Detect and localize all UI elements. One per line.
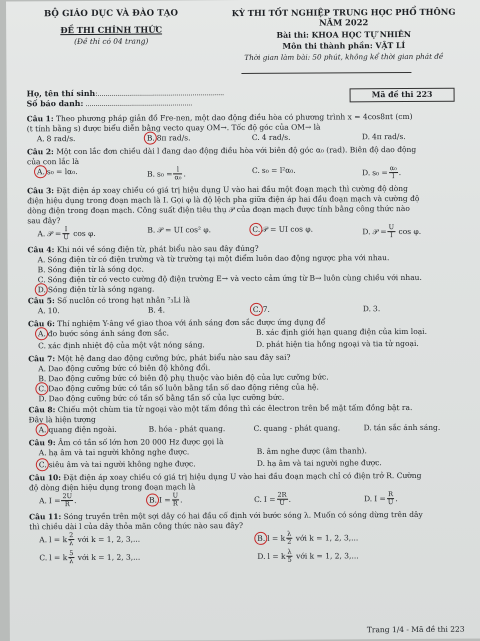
answer-text-suffix: . [74, 495, 77, 505]
answer-letter: C. [252, 165, 260, 175]
answer-letter: D. [256, 339, 265, 349]
answer-text-suffix: cos φ. [396, 226, 422, 236]
answer-letter: C. [39, 552, 48, 562]
answer-text: 4. [157, 305, 165, 315]
fraction-denominator: R [172, 499, 178, 508]
option-cell [252, 133, 291, 143]
answer-letter: B. [148, 424, 157, 434]
answer-option [38, 306, 60, 315]
answer-letter: D. [364, 493, 373, 503]
answer-letter: D. [362, 167, 371, 177]
option-row [27, 224, 467, 245]
answer-letter: C. [253, 423, 262, 433]
option-cell [256, 327, 427, 338]
selected-answer-letter: C. [38, 460, 47, 470]
answer-option [256, 339, 419, 349]
fraction-denominator: α₀ [174, 173, 182, 182]
answer-option [38, 328, 169, 338]
answer-option [38, 383, 319, 394]
answer-option [362, 164, 402, 181]
candidate-info: Họ, tên thí sinh:................................................................ Số báo danh: ...................................................... [26, 88, 224, 109]
answer-text-suffix: . [398, 167, 402, 177]
question-4 [27, 243, 467, 296]
option-cell [147, 166, 186, 181]
fraction-denominator: 5 [287, 555, 292, 564]
question-text: Thí nghiệm Y-âng về giao thoa với ánh sáng đơn sắc được ứng dụng để [57, 317, 326, 329]
answer-text: Dao động cưỡng bức có tần số bằng tần số của lực cưỡng bức. [48, 392, 285, 404]
candidate-number-label: Số báo danh: [26, 98, 84, 109]
answer-text: l = k [267, 533, 286, 543]
fraction [286, 549, 292, 564]
question-number: Câu 3: [27, 186, 55, 196]
fraction [61, 493, 73, 508]
option-cell [362, 165, 401, 180]
fraction-numerator: R [388, 490, 394, 499]
answer-text: 𝒫 = [47, 228, 62, 238]
answer-option [37, 167, 78, 176]
answer-text: âm nghe được (âm thanh). [266, 446, 367, 456]
answer-letter: C. [37, 275, 46, 285]
fraction-numerator: U [388, 223, 395, 232]
answer-letter: D. [38, 394, 47, 404]
answer-text: Sóng điện từ là sóng dọc. [47, 264, 144, 275]
question-number: Câu 8: [28, 405, 56, 415]
official-label: ĐỀ THI CHÍNH THỨC [60, 24, 163, 36]
question-text: sau đây? [27, 216, 61, 226]
answer-option [254, 490, 291, 507]
answer-letter: A. [37, 228, 46, 238]
answer-text: I = [263, 494, 276, 504]
answer-text: s₀ = lα₀. [46, 167, 78, 177]
option-cell [364, 491, 398, 506]
option-cell [37, 167, 78, 177]
answer-option [39, 447, 190, 457]
answer-option [363, 304, 380, 313]
answer-text: 7. [262, 304, 270, 314]
question-number: Câu 10: [28, 473, 62, 483]
answer-text: s₀ = [156, 168, 173, 179]
question-8 [28, 403, 468, 438]
header-divider [241, 72, 411, 74]
fraction-denominator: λ [69, 557, 74, 566]
answer-text: xác định giới hạn quang điện của kim loại. [265, 326, 427, 337]
exam-code-box: Mã đề thi 223 [350, 88, 455, 103]
option-cell [257, 530, 358, 546]
answer-text-suffix: với k = 1, 2, 3,... [75, 534, 141, 544]
fraction-numerator: 2R [277, 490, 287, 499]
answer-option [38, 372, 328, 383]
option-cell [362, 224, 421, 239]
answer-letter: B. [256, 327, 264, 337]
option-cell [38, 328, 169, 339]
option-cell [257, 446, 367, 457]
exam-subject: Môn thi thành phần: VẬT LÍ [282, 41, 406, 51]
question-2 [27, 145, 467, 186]
option-cell [148, 305, 165, 315]
question-5 [28, 294, 468, 319]
answer-text: Sóng điện từ có điện trường và từ trường tại một điểm luôn dao động ngược pha với nhau. [47, 253, 390, 265]
fraction-denominator: U [387, 498, 394, 507]
question-11 [29, 510, 469, 569]
fraction-denominator: 2 [287, 537, 292, 546]
answer-letter: A. [39, 534, 48, 544]
option-cell [37, 134, 76, 144]
fraction [387, 490, 398, 507]
selected-answer-letter: A. [38, 329, 46, 339]
option-cell [38, 306, 60, 316]
fraction-numerator: l [173, 166, 182, 174]
answer-option [38, 393, 284, 404]
question-text: Khi nói về sóng điện từ, phát biểu nào sau đây đúng? [56, 243, 259, 255]
answer-text: I = [374, 493, 386, 503]
answer-text: siêu âm và tai người không nghe được. [48, 459, 196, 470]
question-3 [27, 184, 467, 245]
answer-text: l = k [49, 534, 68, 544]
answer-option [38, 285, 155, 295]
option-cell [257, 548, 358, 564]
option-cell [149, 424, 226, 434]
answer-text: 4π rad/s. [371, 132, 406, 142]
answer-option [147, 133, 191, 142]
selected-answer-letter: D. [37, 285, 46, 295]
option-cell [39, 425, 117, 435]
option-cell [39, 493, 77, 508]
question-9 [29, 436, 469, 473]
question-text: Chiếu một chùm tia tử ngoại vào một tấm đồng thì các êlectron trên bề mặt tấm đồng bật ra. [57, 402, 413, 415]
answer-letter: B. [256, 446, 265, 456]
answer-option [253, 305, 270, 314]
answer-option [38, 273, 422, 284]
answer-letter: D. [362, 226, 371, 236]
page-count: (Đề thi có 04 trang) [74, 36, 149, 47]
question-text: thì chiều dài l của dây thỏa mãn công thức nào sau đây? [29, 521, 244, 532]
answer-letter: C. [254, 494, 262, 504]
answer-letter: A. [37, 306, 46, 316]
answer-option [252, 166, 296, 175]
question-list [27, 112, 470, 570]
fraction-numerator: 2 [69, 531, 74, 540]
answer-text-suffix: . [288, 494, 291, 504]
answer-text: 8 rad/s. [46, 134, 76, 144]
answer-letter: A. [38, 364, 47, 374]
answer-option [38, 340, 205, 350]
answer-text: phát hiện tia hồng ngoại và tia tử ngoại. [266, 338, 419, 349]
fraction [388, 224, 396, 239]
answer-option [38, 363, 210, 373]
answer-text: 𝒫 = UI cos φ. [262, 224, 314, 234]
answer-option [364, 490, 398, 507]
question-number: Câu 4: [27, 245, 55, 255]
question-text: Theo phương pháp giản đồ Fre-nen, một dao động điều hòa có phương trình x = 4cos8πt (cm) [55, 111, 413, 124]
question-1 [27, 112, 467, 147]
answer-text: 𝒫 = UI cos² φ. [157, 225, 212, 235]
fraction-denominator: λ [69, 539, 74, 548]
fraction-denominator: U [279, 498, 285, 507]
fraction-numerator: λ [287, 529, 292, 538]
answer-text-suffix: với k = 1, 2, 3,... [293, 532, 359, 543]
header-left [26, 8, 196, 46]
option-cell [252, 225, 313, 235]
question-text: của con lắc là [26, 157, 80, 167]
question-text: Số nuclôn có trong hạt nhân ⁷₃Li là [57, 295, 191, 306]
option-cell [253, 305, 270, 315]
answer-option [149, 424, 226, 433]
answer-text: Sóng điện từ có vecto cường độ điện trường E→ và vecto cảm ứng từ B→ luôn cùng chiều với nhau. [47, 272, 422, 285]
option-row [29, 491, 469, 512]
fraction [286, 531, 292, 546]
option-cell [257, 458, 382, 469]
question-text: dòng điện trong đoạn mạch. Công suất điện tiêu thụ 𝒫 của đoạn mạch được tính bằng công thức nào [27, 203, 410, 216]
answer-text: hạ âm và tai người không nghe được. [48, 447, 190, 458]
fraction-numerator: 2U [62, 492, 73, 501]
answer-letter: A. [36, 134, 45, 144]
answer-text: 4 rad/s. [261, 132, 291, 142]
fraction-numerator: U [172, 491, 179, 500]
page-footer: Trang 1/4 - Mã đề thi 223 [366, 624, 465, 635]
answer-option [37, 225, 96, 242]
answer-text: Dao động cưỡng bức có tần số luôn bằng tần số dao động riêng của hệ. [48, 382, 319, 394]
question-text: Một hệ đang dao động cưỡng bức, phát biểu nào sau đây sai? [57, 352, 291, 364]
answer-option [39, 549, 141, 566]
option-row [27, 165, 467, 186]
answer-text-suffix: với k = 1, 2, 3,... [293, 550, 359, 561]
answer-text: xác định nhiệt độ của một vật nóng sáng. [47, 340, 205, 351]
question-number: Câu 6: [27, 319, 55, 329]
option-cell [363, 304, 380, 314]
fraction-denominator: R [64, 500, 70, 509]
answer-option [39, 492, 77, 509]
option-cell [362, 132, 406, 142]
answer-letter: A. [37, 255, 46, 265]
ministry-name: BỘ GIÁO DỤC VÀ ĐÀO TẠO [44, 8, 179, 20]
option-cell [39, 459, 196, 470]
fraction-denominator: l [392, 172, 395, 181]
answer-text: quang điện ngoài. [48, 424, 117, 435]
fraction-numerator: I [62, 226, 70, 234]
answer-text-suffix: . [180, 494, 183, 504]
option-cell [39, 447, 190, 458]
option-cell [149, 492, 183, 507]
answer-option [38, 265, 144, 275]
question-text: Đây là hiện tượng [28, 414, 96, 425]
answer-option [257, 458, 382, 468]
answer-text: hạ âm và tai người nghe được. [266, 458, 382, 468]
option-cell [254, 423, 341, 434]
answer-option [362, 223, 422, 240]
answer-text: quang - phát quang. [263, 423, 341, 433]
answer-text: Sóng điện từ là sóng ngang. [47, 284, 155, 295]
selected-answer-letter: A. [37, 167, 45, 177]
selected-answer-letter: A. [38, 425, 47, 435]
answer-letter: D. [362, 304, 372, 314]
option-cell [39, 550, 140, 566]
answer-option [39, 459, 196, 469]
answer-text: I = [158, 494, 171, 505]
answer-option [37, 134, 76, 143]
exam-title: KỲ THI TỐT NGHIỆP TRUNG HỌC PHỔ THÔNG NĂM 2022 [231, 6, 456, 28]
fraction [68, 550, 74, 565]
option-cell [38, 340, 205, 351]
option-cell [364, 423, 441, 433]
selected-answer-letter: C. [252, 304, 261, 314]
option-cell [147, 133, 191, 143]
answer-text-suffix: với k = 1, 2, 3,... [75, 552, 141, 562]
answer-option [257, 529, 359, 546]
answer-letter: D. [256, 458, 265, 468]
question-number: Câu 11: [29, 512, 62, 522]
question-number: Câu 5: [27, 296, 55, 306]
fraction-denominator: I [390, 231, 393, 240]
answer-option [257, 446, 367, 456]
answer-text: 8π rad/s. [156, 133, 191, 143]
question-text: Âm có tần số lớn hơn 20 000 Hz được gọi là [57, 437, 224, 448]
answer-letter: D. [363, 423, 372, 433]
question-10 [29, 471, 469, 512]
selected-answer-letter: C. [252, 224, 261, 234]
answer-text: l = k [267, 551, 286, 561]
answer-option [147, 165, 186, 182]
answer-option [257, 547, 359, 564]
answer-text: 𝒫 = [372, 226, 387, 236]
answer-text: l = k [49, 552, 68, 562]
answer-text: 10. [47, 306, 60, 316]
answer-option [38, 253, 390, 264]
option-row [29, 548, 469, 569]
selected-answer-letter: B. [149, 495, 157, 505]
answer-letter: B. [147, 225, 156, 235]
fraction-numerator: 5 [69, 549, 74, 558]
fraction [277, 492, 288, 507]
answer-option [252, 133, 291, 142]
answer-text: Dao động cưỡng bức có biên độ phụ thuộc vào biên độ của lực cưỡng bức. [48, 372, 329, 384]
option-cell [252, 166, 296, 176]
answer-letter: C. [251, 132, 260, 142]
option-cell [256, 339, 419, 350]
answer-letter: A. [38, 448, 47, 458]
answer-letter: C. [38, 341, 46, 351]
question-text: độ dòng điện hiệu dụng trong đoạn mạch là [28, 482, 196, 493]
answer-text: s₀ = [372, 167, 388, 177]
selected-answer-letter: C. [38, 384, 47, 394]
fraction-numerator: λ [287, 547, 292, 556]
question-7 [28, 352, 468, 405]
answer-letter: B. [38, 374, 47, 384]
fraction [68, 532, 74, 547]
answer-text: s₀ = l²α₀. [261, 165, 296, 175]
answer-option [252, 225, 313, 234]
fraction [172, 491, 183, 508]
header-right [221, 7, 466, 62]
answer-text: I = [48, 495, 61, 505]
answer-text: Dao động cưỡng bức có biên độ không đổi. [48, 363, 211, 374]
option-cell [39, 532, 140, 548]
answer-text-suffix: . [183, 168, 186, 178]
candidate-name-label: Họ, tên thí sinh [26, 88, 96, 99]
answer-option [148, 305, 165, 314]
question-6 [28, 317, 468, 354]
answer-letter: D. [361, 132, 371, 142]
exam-time: Thời gian làm bài: 50 phút, không kể thời gian phát đề [244, 51, 444, 62]
selected-answer-letter: B. [257, 533, 266, 543]
answer-letter: B. [147, 169, 155, 179]
fraction-denominator: U [63, 233, 69, 242]
fraction [173, 166, 182, 181]
answer-text-suffix: . [395, 493, 398, 503]
exam-section: Bài thi: KHOA HỌC TỰ NHIÊN [276, 29, 411, 40]
question-number: Câu 2: [26, 147, 54, 157]
answer-letter: B. [147, 305, 156, 315]
answer-text-suffix: cos φ. [70, 228, 96, 238]
question-text: điện hiệu dụng trong đoạn mạch là I. Gọi φ là độ lệch pha giữa điện áp hai đầu đoạn mạch và cường độ [27, 193, 420, 206]
option-cell [147, 225, 211, 235]
selected-answer-letter: B. [146, 133, 155, 143]
answer-option [364, 423, 441, 432]
answer-letter: A. [39, 495, 47, 505]
answer-option [39, 425, 117, 434]
answer-text: đo bước sóng ánh sáng đơn sắc. [47, 328, 169, 339]
question-text: Đặt điện áp xoay chiều có giá trị hiệu dụng U vào hai đầu một đoạn mạch thì cường độ dòng [56, 183, 408, 196]
question-number: Câu 7: [28, 354, 56, 364]
answer-option [254, 423, 341, 433]
question-number: Câu 9: [28, 438, 56, 448]
option-cell [37, 226, 95, 241]
option-cell [254, 492, 291, 507]
answer-option [256, 327, 427, 337]
answer-text: tán sắc ánh sáng. [373, 422, 441, 433]
question-text: Sóng truyền trên một sợi dây có hai đầu cố định với bước sóng λ. Muốn có sóng dừng trên dây [63, 509, 423, 522]
exam-sheet [6, 0, 480, 641]
answer-option [362, 132, 406, 141]
answer-option [149, 491, 183, 508]
question-text: Đặt điện áp xoay chiều có giá trị hiệu dụng U vào hai đầu đoạn mạch chỉ có điện trở R. Cường [63, 470, 422, 483]
answer-text: 3. [373, 304, 381, 314]
fraction-numerator: α₀ [389, 164, 397, 173]
answer-option [147, 225, 211, 234]
answer-letter: D. [257, 551, 266, 561]
question-text: Một con lắc đơn chiều dài l đang dao động điều hòa với biên độ góc α₀ (rad). Biên độ dao động [56, 144, 417, 157]
question-number: Câu 1: [26, 114, 54, 124]
answer-text: hóa - phát quang. [158, 424, 226, 434]
answer-option [39, 531, 141, 548]
fraction [62, 226, 70, 241]
fraction [389, 165, 398, 180]
question-text: (t tính bằng s) được biểu diễn bằng vecto quay OM→. Tốc độ góc của OM→ là [26, 122, 321, 134]
answer-letter: B. [37, 265, 46, 275]
